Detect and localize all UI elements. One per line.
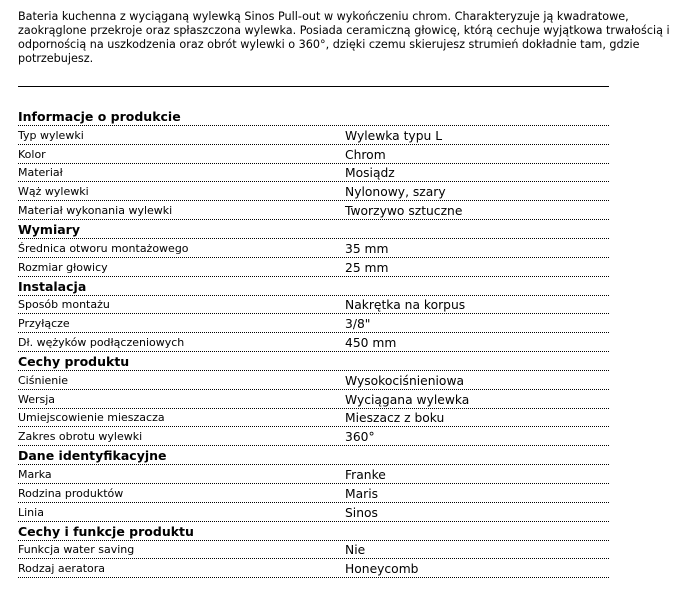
spec-label: Dł. wężyków podłączeniowych	[18, 335, 185, 349]
section-title: Cechy produktu	[18, 352, 609, 371]
spec-value: Mieszacz z boku	[345, 411, 445, 426]
spec-value: Mosiądz	[345, 166, 395, 181]
spec-label: Średnica otworu montażowego	[18, 241, 189, 255]
spec-value: Honeycomb	[345, 562, 419, 577]
section-title: Cechy i funkcje produktu	[18, 522, 609, 541]
spec-row	[18, 409, 609, 428]
spec-value: Wyciągana wylewka	[345, 392, 470, 407]
spec-value: 360°	[345, 430, 375, 445]
spec-value: Wysokociśnieniowa	[345, 373, 465, 388]
spec-value: Chrom	[345, 147, 386, 162]
spec-row	[18, 164, 609, 183]
spec-label: Materiał wykonania wylewki	[18, 203, 173, 217]
section-title: Instalacja	[18, 277, 609, 296]
spec-value: Wylewka typu L	[345, 128, 443, 143]
spec-label: Ciśnienie	[18, 373, 69, 387]
spec-row	[18, 333, 609, 352]
spec-label: Sposób montażu	[18, 298, 110, 312]
spec-label: Rodzina produktów	[18, 486, 124, 500]
product-description: Bateria kuchenna z wyciąganą wylewką Sinos Pull-out w wykończeniu chrom. Charakteryzuje ją kwadratowe, zaokrąglone przekroje oraz spłaszczona wylewka. Posiada ceramiczną głowicę, którą cechuje wyjątkowa trwałością i odpornością na uszkodzenia oraz obrót wylewki o 360°, dzięki czemu skierujesz strumień dokładnie tam, gdzie potrzebujesz.	[18, 10, 670, 65]
spec-row	[18, 182, 609, 201]
spec-table	[18, 107, 609, 578]
spec-row	[18, 239, 609, 258]
spec-row	[18, 465, 609, 484]
spec-label: Wersja	[18, 392, 56, 406]
spec-row	[18, 559, 609, 578]
spec-label: Materiał	[18, 166, 63, 180]
section-title: Informacje o produkcie	[18, 107, 609, 126]
spec-label: Rozmiar głowicy	[18, 260, 108, 274]
section-identification	[18, 446, 609, 521]
section-installation	[18, 277, 609, 352]
section-product-features	[18, 352, 609, 446]
spec-row	[18, 201, 609, 220]
spec-row	[18, 145, 609, 164]
section-features-functions	[18, 522, 609, 579]
section-title: Wymiary	[18, 220, 609, 239]
spec-row	[18, 503, 609, 522]
spec-label: Umiejscowienie mieszacza	[18, 411, 165, 425]
spec-value: 450 mm	[345, 335, 397, 350]
spec-label: Marka	[18, 467, 52, 481]
spec-label: Zakres obrotu wylewki	[18, 430, 143, 444]
spec-value: Maris	[345, 486, 379, 501]
spec-row	[18, 541, 609, 560]
section-product-info	[18, 107, 609, 220]
spec-row	[18, 314, 609, 333]
spec-value: Franke	[345, 467, 386, 482]
spec-row	[18, 371, 609, 390]
section-title: Dane identyfikacyjne	[18, 446, 609, 465]
spec-row	[18, 126, 609, 145]
spec-row	[18, 296, 609, 315]
spec-value: 3/8"	[345, 317, 371, 332]
spec-label: Wąż wylewki	[18, 185, 89, 199]
spec-value: Tworzywo sztuczne	[345, 203, 463, 218]
spec-value: Nakrętka na korpus	[345, 298, 466, 313]
spec-row	[18, 484, 609, 503]
spec-value: Sinos	[345, 505, 378, 520]
spec-value: 35 mm	[345, 241, 389, 256]
section-dimensions	[18, 220, 609, 277]
spec-value: 25 mm	[345, 260, 389, 275]
separator-line	[18, 86, 609, 87]
spec-label: Typ wylewki	[18, 128, 84, 142]
spec-label: Kolor	[18, 147, 46, 161]
spec-label: Przyłącze	[18, 317, 70, 331]
spec-row	[18, 258, 609, 277]
spec-row	[18, 427, 609, 446]
spec-label: Rodzaj aeratora	[18, 562, 106, 576]
spec-value: Nylonowy, szary	[345, 185, 446, 200]
spec-label: Linia	[18, 505, 44, 519]
spec-row	[18, 390, 609, 409]
spec-label: Funkcja water saving	[18, 543, 135, 557]
spec-value: Nie	[345, 543, 366, 558]
